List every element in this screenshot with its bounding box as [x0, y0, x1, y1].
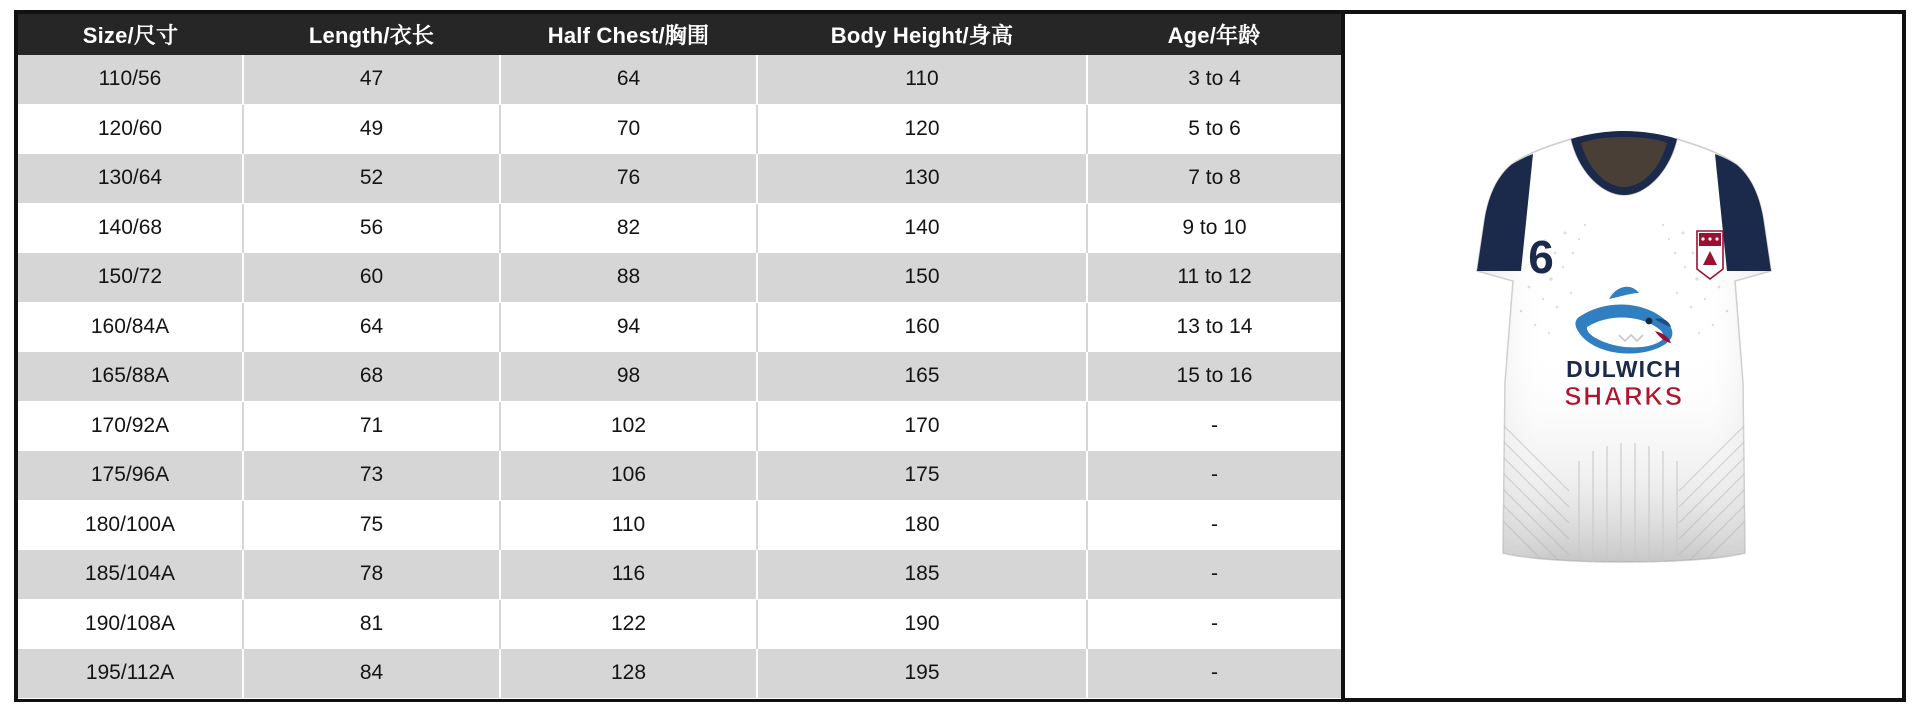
- cell-half-chest: 106: [500, 451, 757, 501]
- table-row: [18, 253, 1341, 303]
- cell-half-chest: 110: [500, 500, 757, 550]
- cell-half-chest: 128: [500, 649, 757, 699]
- team-name-line1: DULWICH: [1565, 356, 1682, 382]
- cell-size: 190/108A: [18, 599, 243, 649]
- cell-length: 68: [243, 352, 500, 402]
- cell-size: 185/104A: [18, 550, 243, 600]
- cell-body-height: 140: [757, 203, 1087, 253]
- team-name-line2: SHARKS: [1563, 381, 1684, 411]
- table-row: [18, 154, 1341, 204]
- cell-size: 180/100A: [18, 500, 243, 550]
- cell-body-height: 165: [757, 352, 1087, 402]
- cell-age: -: [1087, 550, 1341, 600]
- column-header-body-height: Body Height/身高: [757, 14, 1087, 55]
- cell-size: 120/60: [18, 104, 243, 154]
- cell-age: -: [1087, 649, 1341, 699]
- size-table-body: [18, 55, 1341, 698]
- cell-size: 140/68: [18, 203, 243, 253]
- cell-length: 47: [243, 55, 500, 104]
- cell-age: 3 to 4: [1087, 55, 1341, 104]
- cell-body-height: 195: [757, 649, 1087, 699]
- cell-length: 71: [243, 401, 500, 451]
- cell-length: 81: [243, 599, 500, 649]
- cell-half-chest: 102: [500, 401, 757, 451]
- size-table-header: [18, 14, 1341, 55]
- cell-body-height: 170: [757, 401, 1087, 451]
- cell-age: 11 to 12: [1087, 253, 1341, 303]
- cell-length: 56: [243, 203, 500, 253]
- table-header-row: [18, 14, 1341, 55]
- cell-body-height: 110: [757, 55, 1087, 104]
- cell-age: -: [1087, 599, 1341, 649]
- jersey-illustration: [1459, 121, 1789, 591]
- cell-age: 5 to 6: [1087, 104, 1341, 154]
- size-table: [18, 14, 1341, 699]
- table-row: [18, 104, 1341, 154]
- cell-half-chest: 98: [500, 352, 757, 402]
- cell-half-chest: 76: [500, 154, 757, 204]
- cell-age: 15 to 16: [1087, 352, 1341, 402]
- cell-age: 13 to 14: [1087, 302, 1341, 352]
- cell-body-height: 185: [757, 550, 1087, 600]
- jersey-svg: [1459, 121, 1789, 591]
- school-crest-icon: [1697, 231, 1723, 279]
- cell-body-height: 190: [757, 599, 1087, 649]
- column-header-half-chest: Half Chest/胸围: [500, 14, 757, 55]
- cell-size: 110/56: [18, 55, 243, 104]
- size-table-panel: [18, 14, 1341, 698]
- team-wordmark: [1564, 356, 1683, 411]
- cell-size: 175/96A: [18, 451, 243, 501]
- table-row: [18, 352, 1341, 402]
- cell-size: 160/84A: [18, 302, 243, 352]
- cell-body-height: 120: [757, 104, 1087, 154]
- table-row: [18, 401, 1341, 451]
- cell-age: 7 to 8: [1087, 154, 1341, 204]
- cell-age: 9 to 10: [1087, 203, 1341, 253]
- cell-body-height: 150: [757, 253, 1087, 303]
- table-row: [18, 550, 1341, 600]
- cell-length: 52: [243, 154, 500, 204]
- cell-half-chest: 88: [500, 253, 757, 303]
- cell-body-height: 180: [757, 500, 1087, 550]
- cell-size: 195/112A: [18, 649, 243, 699]
- cell-length: 84: [243, 649, 500, 699]
- cell-length: 78: [243, 550, 500, 600]
- product-image-panel: [1341, 14, 1902, 698]
- cell-body-height: 160: [757, 302, 1087, 352]
- cell-half-chest: 116: [500, 550, 757, 600]
- cell-length: 49: [243, 104, 500, 154]
- jersey-number: 6: [1527, 231, 1554, 283]
- table-row: [18, 55, 1341, 104]
- cell-length: 75: [243, 500, 500, 550]
- cell-body-height: 130: [757, 154, 1087, 204]
- chart-frame: [14, 10, 1906, 702]
- column-header-size: Size/尺寸: [18, 14, 243, 55]
- cell-size: 130/64: [18, 154, 243, 204]
- cell-age: -: [1087, 401, 1341, 451]
- cell-length: 60: [243, 253, 500, 303]
- table-row: [18, 599, 1341, 649]
- table-row: [18, 302, 1341, 352]
- column-header-age: Age/年龄: [1087, 14, 1341, 55]
- cell-size: 165/88A: [18, 352, 243, 402]
- cell-size: 170/92A: [18, 401, 243, 451]
- table-row: [18, 203, 1341, 253]
- cell-half-chest: 64: [500, 55, 757, 104]
- cell-age: -: [1087, 500, 1341, 550]
- column-header-length: Length/衣长: [243, 14, 500, 55]
- cell-body-height: 175: [757, 451, 1087, 501]
- cell-length: 73: [243, 451, 500, 501]
- cell-half-chest: 122: [500, 599, 757, 649]
- table-row: [18, 451, 1341, 501]
- table-row: [18, 500, 1341, 550]
- table-row: [18, 649, 1341, 699]
- cell-size: 150/72: [18, 253, 243, 303]
- cell-length: 64: [243, 302, 500, 352]
- cell-half-chest: 70: [500, 104, 757, 154]
- cell-age: -: [1087, 451, 1341, 501]
- cell-half-chest: 94: [500, 302, 757, 352]
- cell-half-chest: 82: [500, 203, 757, 253]
